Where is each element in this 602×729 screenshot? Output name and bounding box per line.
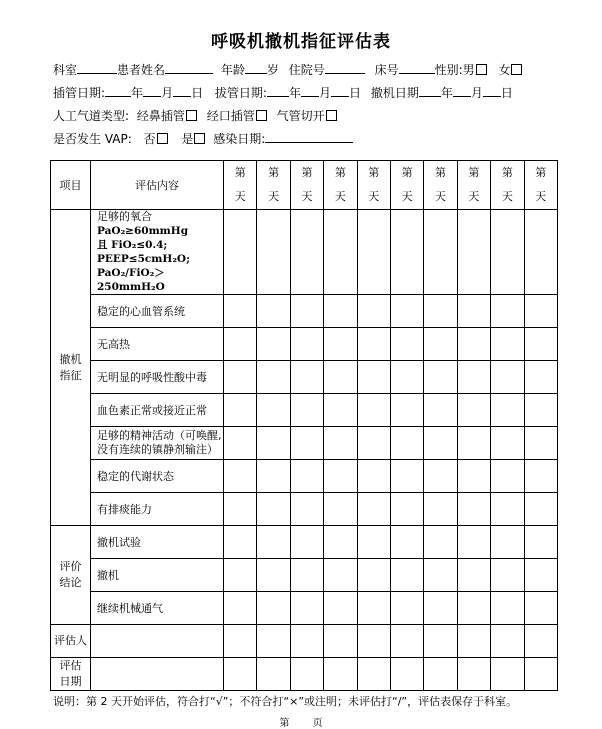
check-cell[interactable] [457, 526, 490, 559]
intubation-date-label: 插管日期: [53, 86, 106, 100]
check-cell[interactable] [224, 361, 257, 394]
check-cell[interactable] [324, 210, 357, 295]
month-label: 月 [318, 86, 331, 100]
check-cell[interactable] [224, 394, 257, 427]
col-content-header: 评估内容 [91, 161, 224, 210]
check-cell[interactable] [290, 592, 323, 625]
check-cell[interactable] [524, 559, 557, 592]
check-cell[interactable] [424, 592, 457, 625]
tracheotomy-checkbox[interactable] [326, 110, 337, 121]
check-cell[interactable] [524, 493, 557, 526]
check-cell[interactable] [491, 658, 524, 691]
check-cell[interactable] [357, 658, 390, 691]
check-cell[interactable] [424, 394, 457, 427]
age-label: 年龄 [220, 63, 245, 77]
check-cell[interactable] [324, 361, 357, 394]
check-cell[interactable] [224, 427, 257, 460]
table-row [51, 559, 558, 592]
check-cell[interactable] [524, 295, 557, 328]
check-cell[interactable] [324, 493, 357, 526]
check-cell[interactable] [457, 394, 490, 427]
day-header: 第 天 [457, 161, 490, 210]
check-cell[interactable] [224, 460, 257, 493]
vap-label: 是否发生 VAP: [53, 132, 132, 146]
bed-no-field[interactable] [399, 62, 435, 74]
check-cell[interactable] [324, 592, 357, 625]
table-row [51, 361, 558, 394]
check-cell[interactable] [357, 295, 390, 328]
check-cell[interactable] [491, 328, 524, 361]
extubation-date-label: 拔管日期: [214, 86, 267, 100]
assess-date-cell[interactable] [91, 658, 224, 691]
criteria-label: 血色素正常或接近正常 [91, 394, 224, 427]
check-cell[interactable] [457, 295, 490, 328]
table-row [51, 394, 558, 427]
check-cell[interactable] [491, 493, 524, 526]
check-cell[interactable] [324, 328, 357, 361]
check-cell[interactable] [290, 394, 323, 427]
check-cell[interactable] [491, 559, 524, 592]
check-cell[interactable] [524, 427, 557, 460]
criteria-label: 有排痰能力 [91, 493, 224, 526]
check-cell[interactable] [257, 427, 290, 460]
criteria-label: 无高热 [91, 328, 224, 361]
infection-date-label: 感染日期: [213, 132, 266, 146]
check-cell[interactable] [390, 394, 423, 427]
age-field[interactable] [245, 62, 267, 74]
check-cell[interactable] [357, 625, 390, 658]
check-cell[interactable] [524, 361, 557, 394]
assessor-cell[interactable] [91, 625, 224, 658]
check-cell[interactable] [390, 559, 423, 592]
weaning-year-field[interactable] [419, 85, 441, 97]
check-cell[interactable] [390, 592, 423, 625]
table-row [51, 658, 558, 691]
year-label: 年 [440, 86, 453, 100]
table-row [51, 526, 558, 559]
criteria-label: 足够的精神活动（可唤醒, 没有连续的镇静剂输注） [91, 427, 224, 460]
gender-female: 女 [498, 63, 511, 77]
criteria-label: 稳定的心血管系统 [91, 295, 224, 328]
check-cell[interactable] [524, 328, 557, 361]
age-unit: 岁 [266, 63, 279, 77]
conclusion-option: 撤机试验 [91, 526, 224, 559]
check-cell[interactable] [491, 460, 524, 493]
check-cell[interactable] [390, 295, 423, 328]
assessor-label: 评估人 [51, 625, 91, 658]
check-cell[interactable] [491, 295, 524, 328]
check-cell[interactable] [324, 658, 357, 691]
check-cell[interactable] [457, 328, 490, 361]
check-cell[interactable] [390, 361, 423, 394]
check-cell[interactable] [290, 361, 323, 394]
vap-yes-label: 是 [181, 132, 194, 146]
check-cell[interactable] [491, 592, 524, 625]
check-cell[interactable] [424, 559, 457, 592]
check-cell[interactable] [524, 592, 557, 625]
table-row [51, 592, 558, 625]
check-cell[interactable] [257, 658, 290, 691]
check-cell[interactable] [390, 210, 423, 295]
check-cell[interactable] [324, 625, 357, 658]
airway-type-label: 人工气道类型: [53, 109, 130, 123]
weaning-month-field[interactable] [453, 85, 471, 97]
oral-intubation-label: 经口插管 [206, 109, 255, 123]
day-header: 第 天 [524, 161, 557, 210]
table-row [51, 493, 558, 526]
check-cell[interactable] [357, 394, 390, 427]
check-cell[interactable] [457, 559, 490, 592]
table-row [51, 210, 558, 295]
check-cell[interactable] [390, 526, 423, 559]
day-header: 第 天 [257, 161, 290, 210]
extubation-month-field[interactable] [301, 85, 319, 97]
table-row [51, 295, 558, 328]
header-line-2 [53, 84, 513, 101]
check-cell[interactable] [290, 658, 323, 691]
check-cell[interactable] [257, 361, 290, 394]
check-cell[interactable] [524, 625, 557, 658]
check-cell[interactable] [224, 328, 257, 361]
header-line-1 [53, 61, 522, 78]
day-header: 第 天 [224, 161, 257, 210]
check-cell[interactable] [357, 592, 390, 625]
admission-no-label: 住院号 [288, 63, 325, 77]
check-cell[interactable] [491, 394, 524, 427]
table-row [51, 460, 558, 493]
check-cell[interactable] [324, 460, 357, 493]
check-cell[interactable] [257, 460, 290, 493]
check-cell[interactable] [524, 526, 557, 559]
check-cell[interactable] [390, 625, 423, 658]
check-cell[interactable] [290, 328, 323, 361]
check-cell[interactable] [357, 526, 390, 559]
check-cell[interactable] [424, 460, 457, 493]
conclusion-label: 评价 结论 [51, 526, 91, 625]
check-cell[interactable] [224, 210, 257, 295]
check-cell[interactable] [424, 328, 457, 361]
check-cell[interactable] [491, 526, 524, 559]
check-cell[interactable] [257, 394, 290, 427]
weaning-day-field[interactable] [483, 85, 501, 97]
check-cell[interactable] [457, 210, 490, 295]
form-title: 呼吸机撤机指征评估表 [211, 32, 391, 52]
check-cell[interactable] [424, 625, 457, 658]
check-cell[interactable] [390, 427, 423, 460]
check-cell[interactable] [224, 592, 257, 625]
check-cell[interactable] [524, 658, 557, 691]
month-label: 月 [470, 86, 483, 100]
check-cell[interactable] [390, 658, 423, 691]
oral-intubation-checkbox[interactable] [256, 110, 267, 121]
check-cell[interactable] [424, 658, 457, 691]
check-cell[interactable] [457, 427, 490, 460]
check-cell[interactable] [457, 592, 490, 625]
bed-no-label: 床号 [374, 63, 399, 77]
check-cell[interactable] [290, 295, 323, 328]
header-line-3 [53, 107, 337, 124]
vap-no-label: 否 [143, 132, 156, 146]
intubation-year-field[interactable] [105, 85, 131, 97]
check-cell[interactable] [524, 210, 557, 295]
check-cell[interactable] [224, 526, 257, 559]
day-header: 第 天 [324, 161, 357, 210]
check-cell[interactable] [357, 427, 390, 460]
day-label: 日 [500, 86, 513, 100]
month-label: 月 [161, 86, 174, 100]
check-cell[interactable] [224, 493, 257, 526]
assess-date-label: 评估 日期 [51, 658, 91, 691]
instructions-note: 说明：第 2 天开始评估，符合打“√”；不符合打“×”或注明；未评估打“/”，评估表保存于科室。 [53, 695, 518, 708]
male-checkbox[interactable] [476, 64, 487, 75]
criteria-label: 稳定的代谢状态 [91, 460, 224, 493]
check-cell[interactable] [324, 427, 357, 460]
check-cell[interactable] [357, 210, 390, 295]
page-number: 第 页 [279, 718, 323, 729]
check-cell[interactable] [224, 559, 257, 592]
check-cell[interactable] [257, 210, 290, 295]
conclusion-option: 继续机械通气 [91, 592, 224, 625]
gender-label: 性别: [434, 63, 463, 77]
table-row [51, 625, 558, 658]
check-cell[interactable] [257, 526, 290, 559]
check-cell[interactable] [491, 427, 524, 460]
check-cell[interactable] [290, 460, 323, 493]
col-item-header: 项目 [51, 161, 91, 210]
day-header: 第 天 [491, 161, 524, 210]
check-cell[interactable] [357, 460, 390, 493]
check-cell[interactable] [457, 625, 490, 658]
criteria-label: 无明显的呼吸性酸中毒 [91, 361, 224, 394]
check-cell[interactable] [491, 210, 524, 295]
check-cell[interactable] [457, 658, 490, 691]
nasal-intubation-checkbox[interactable] [186, 110, 197, 121]
oxygenation-criteria: 足够的氧合 PaO₂≥60mmHg 且 FiO₂≤0.4; PEEP≤5cmH₂O; PaO₂/FiO₂＞ 250mmH₂O [91, 210, 224, 295]
patient-name-field[interactable] [165, 62, 213, 74]
nasal-intubation-label: 经鼻插管 [136, 109, 185, 123]
check-cell[interactable] [324, 526, 357, 559]
gender-male: 男 [462, 63, 475, 77]
check-cell[interactable] [424, 493, 457, 526]
check-cell[interactable] [324, 394, 357, 427]
check-cell[interactable] [224, 625, 257, 658]
day-header: 第 天 [290, 161, 323, 210]
check-cell[interactable] [524, 394, 557, 427]
infection-date-field[interactable] [265, 131, 353, 143]
admission-no-field[interactable] [325, 62, 365, 74]
table-row [51, 328, 558, 361]
day-header: 第 天 [390, 161, 423, 210]
check-cell[interactable] [357, 361, 390, 394]
check-cell[interactable] [491, 625, 524, 658]
assessment-table [50, 160, 558, 691]
intubation-month-field[interactable] [143, 85, 161, 97]
check-cell[interactable] [390, 460, 423, 493]
check-cell[interactable] [390, 493, 423, 526]
check-cell[interactable] [290, 493, 323, 526]
tracheotomy-label: 气管切开 [276, 109, 325, 123]
check-cell[interactable] [257, 493, 290, 526]
check-cell[interactable] [357, 493, 390, 526]
check-cell[interactable] [290, 526, 323, 559]
day-header: 第 天 [424, 161, 457, 210]
header-line-4 [53, 130, 353, 147]
check-cell[interactable] [424, 526, 457, 559]
day-label: 日 [349, 86, 362, 100]
check-cell[interactable] [424, 210, 457, 295]
check-cell[interactable] [257, 559, 290, 592]
check-cell[interactable] [290, 625, 323, 658]
intubation-day-field[interactable] [173, 85, 191, 97]
female-checkbox[interactable] [511, 64, 522, 75]
vap-yes-checkbox[interactable] [194, 133, 205, 144]
table-row [51, 427, 558, 460]
check-cell[interactable] [324, 295, 357, 328]
weaning-indications-label: 撤机 指征 [51, 210, 91, 526]
check-cell[interactable] [290, 427, 323, 460]
extubation-day-field[interactable] [331, 85, 349, 97]
year-label: 年 [131, 86, 144, 100]
header-row [51, 161, 558, 210]
check-cell[interactable] [324, 559, 357, 592]
check-cell[interactable] [290, 559, 323, 592]
check-cell[interactable] [257, 625, 290, 658]
check-cell[interactable] [357, 328, 390, 361]
year-label: 年 [288, 86, 301, 100]
department-label: 科室 [53, 63, 78, 77]
check-cell[interactable] [290, 210, 323, 295]
check-cell[interactable] [457, 460, 490, 493]
check-cell[interactable] [224, 658, 257, 691]
vap-no-checkbox[interactable] [157, 133, 168, 144]
patient-name-label: 患者姓名 [117, 63, 166, 77]
day-header: 第 天 [357, 161, 390, 210]
check-cell[interactable] [257, 592, 290, 625]
weaning-date-label: 撤机日期 [370, 86, 419, 100]
check-cell[interactable] [457, 361, 490, 394]
conclusion-option: 撤机 [91, 559, 224, 592]
check-cell[interactable] [491, 361, 524, 394]
check-cell[interactable] [457, 493, 490, 526]
check-cell[interactable] [424, 361, 457, 394]
check-cell[interactable] [257, 295, 290, 328]
check-cell[interactable] [257, 328, 290, 361]
day-label: 日 [191, 86, 204, 100]
extubation-year-field[interactable] [267, 85, 289, 97]
check-cell[interactable] [390, 328, 423, 361]
check-cell[interactable] [357, 559, 390, 592]
check-cell[interactable] [224, 295, 257, 328]
check-cell[interactable] [524, 460, 557, 493]
check-cell[interactable] [424, 295, 457, 328]
check-cell[interactable] [424, 427, 457, 460]
department-field[interactable] [77, 62, 117, 74]
